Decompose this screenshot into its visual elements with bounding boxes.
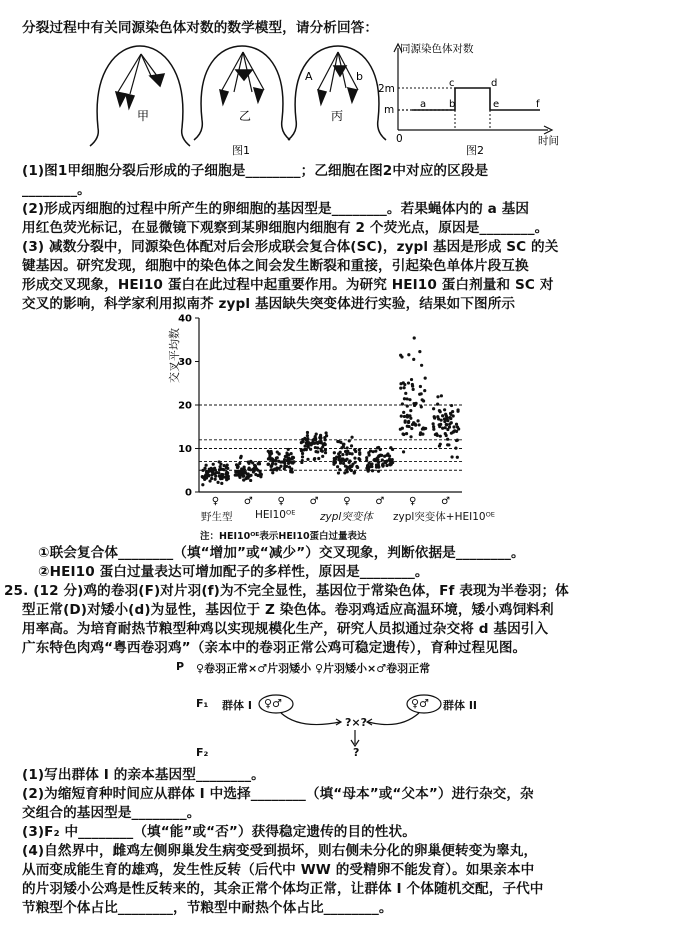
x-sex-label: ♀ [409, 496, 417, 507]
chrom-label-A: A [305, 70, 313, 83]
fig2-ytick-2m: 2m [378, 83, 395, 95]
group2-ellipse [407, 695, 441, 713]
x-sex-label: ♂ [375, 496, 385, 507]
group-label-1: HEI10ᴼᴱ [255, 509, 296, 521]
x-sex-label: ♂ [243, 496, 253, 507]
q25-line1: 25. (12 分)鸡的卷羽(F)对片羽(f)为不完全显性，基因位于常染色体，Ff 表现为半卷羽；体 [4, 583, 569, 599]
fig2-point-a: a [420, 99, 427, 110]
x-sex-label: ♀ [277, 496, 285, 507]
chart-note: 注：HEI10ᴼᴱ表示HEI10蛋白过量表达 [200, 531, 367, 542]
fig2-ytick-m: m [384, 104, 395, 116]
q25-part1: (1)写出群体 I 的亲本基因型________。 [22, 767, 265, 783]
fig2-point-e: e [493, 99, 500, 110]
fig2-point-b: b [449, 99, 456, 110]
q25-part3: (3)F₂ 中________（填“能”或“否”）获得稳定遗传的目的性状。 [22, 824, 416, 840]
arrow-group2 [368, 713, 419, 725]
cell-bing-label: 丙 [331, 109, 344, 123]
q2-line1: (2)形成丙细胞的过程中所产生的卵细胞的基因型是________。若果蝇体内的 a 基因 [22, 201, 530, 217]
fig2-caption: 图2 [466, 144, 484, 157]
q25-part4a: (4)自然界中，雌鸡左侧卵巢发生病变受到损坏，则右侧未分化的卵巢便转变为睾丸， [22, 843, 538, 859]
chrom-label-b: b [356, 70, 363, 83]
arrow-group1 [281, 713, 340, 725]
q25-part4b: 从而变成能生育的雄鸡，发生性反转（后代中 WW 的受精卵不能发育）。如果亲本中 [22, 862, 535, 878]
x-sex-label: ♀ [343, 496, 351, 507]
cross-p-label: P [176, 660, 185, 673]
q3-line1: (3) 减数分裂中，同源染色体配对后会形成联会复合体(SC)，zypl 基因是形成 SC 的关 [22, 239, 559, 255]
q3-sub2: ②HEI10 蛋白过量表达可增加配子的多样性，原因是________。 [38, 564, 429, 580]
fig2-point-f: f [536, 99, 540, 110]
cross-group1-sexes: ♀♂ [264, 697, 282, 710]
y-tick-label: 10 [178, 444, 192, 455]
fig1-caption: 图1 [232, 144, 250, 157]
q25-line4: 广东特色肉鸡“粤西卷羽鸡”（亲本中的卷羽正常公鸡可稳定遗传），育种过程见图。 [22, 640, 527, 656]
cross-group2-sexes: ♀♂ [411, 697, 429, 710]
y-tick-label: 20 [178, 400, 192, 412]
q3-line2: 键基因。研究发现，细胞中的染色体之间会发生断裂和重接，引起染色单体片段互换 [22, 258, 529, 274]
q2-line2: 用红色荧光标记，在显微镜下观察到某卵细胞内细胞有 2 个荧光点，原因是________。 [22, 220, 549, 236]
q25-line2: 型正常(D)对矮小(d)为显性，基因位于 Z 染色体。卷羽鸡适应高温环境，矮小鸡饲料利 [22, 602, 554, 618]
x-sex-label: ♂ [441, 496, 451, 507]
q1-line2: ________。 [22, 182, 91, 198]
q25-part2b: 交组合的基因型是________。 [22, 805, 201, 821]
cross-f2: ? [353, 746, 360, 759]
cross-p-cross: ♀卷羽正常×♂片羽矮小 ♀片羽矮小×♂卷羽正常 [196, 662, 431, 675]
y-tick-label: 30 [178, 357, 192, 368]
fig2-origin: 0 [396, 133, 403, 145]
cross-f2-label: F₂ [196, 746, 209, 759]
group1-ellipse [259, 695, 293, 713]
y-tick-label: 0 [185, 487, 192, 499]
fig2-point-d: d [491, 78, 498, 89]
group-label-2: zypl突变体 [320, 511, 373, 523]
chart-ylabel: 交叉平均数 [168, 328, 181, 383]
q3-sub1: ①联会复合体________（填“增加”或“减少”）交叉现象，判断依据是________。 [38, 545, 525, 561]
cross-mid: ?×? [345, 716, 367, 729]
q25-part4d: 节粮型个体占比________，节粮型中耐热个体占比________。 [22, 900, 393, 916]
q1-line1: (1)图1甲细胞分裂后形成的子细胞是________；乙细胞在图2中对应的区段是 [22, 163, 489, 179]
cell-yi-label: 乙 [239, 109, 252, 123]
q25-part4c: 的片羽矮小公鸡是性反转来的，其余正常个体均正常，让群体 I 个体随机交配，子代中 [22, 881, 544, 897]
q25-part2a: (2)为缩短育种时间应从群体 I 中选择________（填“母本”或“父本”）进行杂交，杂 [22, 786, 534, 802]
q3-line4: 交叉的影响，科学家利用拟南芥 zypl 基因缺失突变体进行实验，结果如下图所示 [22, 296, 516, 312]
cell-jia-label: 甲 [137, 109, 150, 123]
x-sex-label: ♂ [309, 496, 319, 507]
y-tick-label: 40 [178, 313, 192, 325]
intro-text: 分裂过程中有关同源染色体对数的数学模型，请分析回答： [22, 20, 379, 36]
cross-group1: 群体 I [222, 699, 252, 712]
cross-group2: 群体 II [443, 699, 478, 712]
group-label-3: zypl突变体+HEI10ᴼᴱ [393, 511, 495, 523]
fig2-xlabel: 时间 [538, 135, 559, 147]
fig2-ylabel: 同源染色体对数 [400, 43, 474, 55]
group-label-0: 野生型 [201, 511, 233, 523]
fig2-point-c: c [449, 78, 455, 89]
q25-line3: 用率高。为培育耐热节粮型种鸡以实现规模化生产，研究人员拟通过杂交将 d 基因引入 [22, 621, 549, 637]
q3-line3: 形成交叉现象，HEI10 蛋白在此过程中起重要作用。为研究 HEI10 蛋白剂量和 SC 对 [22, 277, 554, 293]
cross-f1-label: F₁ [196, 697, 209, 710]
x-sex-label: ♀ [211, 496, 220, 507]
